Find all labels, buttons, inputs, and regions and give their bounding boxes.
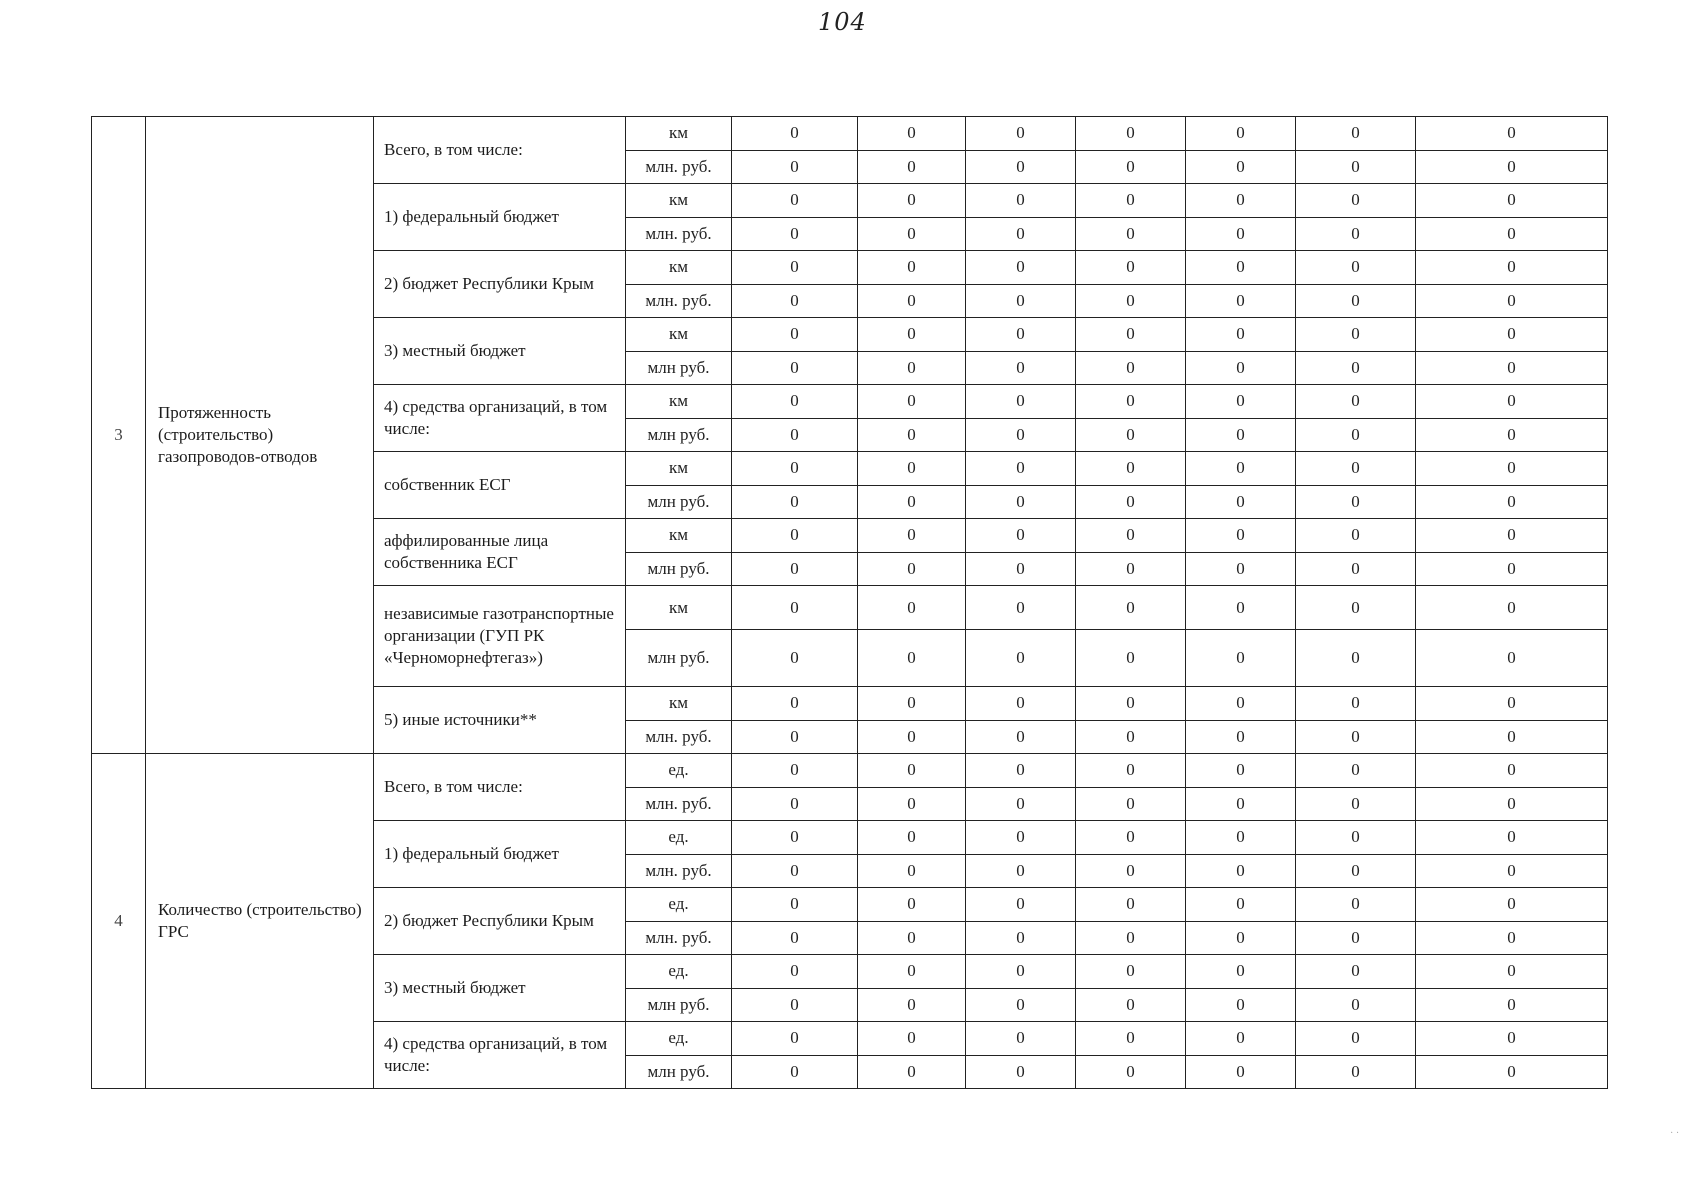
unit-cell: км [626, 318, 732, 352]
value-cell: 0 [858, 1022, 966, 1056]
value-cell: 0 [732, 1022, 858, 1056]
value-cell: 0 [1186, 586, 1296, 630]
value-cell: 0 [1186, 150, 1296, 184]
value-cell: 0 [858, 988, 966, 1022]
value-cell: 0 [858, 720, 966, 754]
value-cell: 0 [858, 318, 966, 352]
value-cell: 0 [966, 720, 1076, 754]
value-cell: 0 [1416, 251, 1608, 285]
indicator-name: Протяженность (строительство) газопроводов-отводов [146, 117, 374, 754]
value-cell: 0 [1186, 351, 1296, 385]
value-cell: 0 [1076, 184, 1186, 218]
unit-cell: млн. руб. [626, 720, 732, 754]
unit-cell: ед. [626, 1022, 732, 1056]
value-cell: 0 [858, 485, 966, 519]
value-cell: 0 [1186, 1055, 1296, 1089]
value-cell: 0 [1076, 284, 1186, 318]
value-cell: 0 [1186, 217, 1296, 251]
value-cell: 0 [1296, 117, 1416, 151]
unit-cell: км [626, 687, 732, 721]
unit-cell: ед. [626, 754, 732, 788]
value-cell: 0 [966, 519, 1076, 553]
value-cell: 0 [966, 787, 1076, 821]
value-cell: 0 [1296, 519, 1416, 553]
value-cell: 0 [1076, 217, 1186, 251]
unit-cell: млн. руб. [626, 921, 732, 955]
value-cell: 0 [858, 687, 966, 721]
unit-cell: млн руб. [626, 351, 732, 385]
value-cell: 0 [858, 854, 966, 888]
value-cell: 0 [1296, 1022, 1416, 1056]
unit-cell: млн. руб. [626, 284, 732, 318]
value-cell: 0 [1076, 687, 1186, 721]
unit-cell: км [626, 251, 732, 285]
funding-source: собственник ЕСГ [374, 452, 626, 519]
value-cell: 0 [732, 552, 858, 586]
value-cell: 0 [1296, 251, 1416, 285]
value-cell: 0 [732, 630, 858, 687]
value-cell: 0 [1186, 955, 1296, 989]
value-cell: 0 [732, 988, 858, 1022]
value-cell: 0 [1186, 418, 1296, 452]
value-cell: 0 [966, 988, 1076, 1022]
value-cell: 0 [732, 318, 858, 352]
funding-source: аффилированные лица собственника ЕСГ [374, 519, 626, 586]
value-cell: 0 [966, 318, 1076, 352]
value-cell: 0 [1186, 921, 1296, 955]
funding-source: Всего, в том числе: [374, 117, 626, 184]
value-cell: 0 [1076, 452, 1186, 486]
value-cell: 0 [1076, 630, 1186, 687]
value-cell: 0 [858, 251, 966, 285]
value-cell: 0 [1076, 485, 1186, 519]
unit-cell: ед. [626, 955, 732, 989]
value-cell: 0 [858, 217, 966, 251]
value-cell: 0 [966, 921, 1076, 955]
value-cell: 0 [1076, 150, 1186, 184]
value-cell: 0 [732, 586, 858, 630]
value-cell: 0 [966, 150, 1076, 184]
value-cell: 0 [1186, 251, 1296, 285]
value-cell: 0 [858, 351, 966, 385]
value-cell: 0 [1416, 150, 1608, 184]
value-cell: 0 [858, 1055, 966, 1089]
value-cell: 0 [1416, 217, 1608, 251]
value-cell: 0 [732, 720, 858, 754]
value-cell: 0 [1416, 988, 1608, 1022]
value-cell: 0 [1076, 251, 1186, 285]
funding-source: 2) бюджет Республики Крым [374, 251, 626, 318]
value-cell: 0 [1076, 854, 1186, 888]
value-cell: 0 [1296, 955, 1416, 989]
value-cell: 0 [858, 284, 966, 318]
value-cell: 0 [858, 586, 966, 630]
value-cell: 0 [966, 217, 1076, 251]
indicator-name: Количество (строительство) ГРС [146, 754, 374, 1089]
value-cell: 0 [1186, 787, 1296, 821]
value-cell: 0 [732, 351, 858, 385]
value-cell: 0 [1416, 418, 1608, 452]
unit-cell: млн. руб. [626, 787, 732, 821]
value-cell: 0 [1076, 821, 1186, 855]
value-cell: 0 [1076, 552, 1186, 586]
unit-cell: млн руб. [626, 552, 732, 586]
value-cell: 0 [732, 117, 858, 151]
value-cell: 0 [858, 787, 966, 821]
value-cell: 0 [858, 385, 966, 419]
value-cell: 0 [858, 552, 966, 586]
value-cell: 0 [1076, 921, 1186, 955]
value-cell: 0 [732, 251, 858, 285]
value-cell: 0 [858, 630, 966, 687]
value-cell: 0 [1416, 687, 1608, 721]
value-cell: 0 [1296, 821, 1416, 855]
value-cell: 0 [732, 921, 858, 955]
value-cell: 0 [966, 284, 1076, 318]
value-cell: 0 [1186, 485, 1296, 519]
value-cell: 0 [1416, 485, 1608, 519]
value-cell: 0 [1076, 586, 1186, 630]
funding-source: 4) средства организаций, в том числе: [374, 1022, 626, 1089]
value-cell: 0 [1296, 854, 1416, 888]
funding-source: 4) средства организаций, в том числе: [374, 385, 626, 452]
value-cell: 0 [1416, 117, 1608, 151]
value-cell: 0 [1186, 988, 1296, 1022]
value-cell: 0 [732, 150, 858, 184]
unit-cell: млн руб. [626, 630, 732, 687]
value-cell: 0 [1296, 351, 1416, 385]
value-cell: 0 [1416, 888, 1608, 922]
value-cell: 0 [858, 184, 966, 218]
value-cell: 0 [732, 217, 858, 251]
value-cell: 0 [1416, 921, 1608, 955]
value-cell: 0 [858, 452, 966, 486]
value-cell: 0 [1076, 888, 1186, 922]
value-cell: 0 [1416, 955, 1608, 989]
value-cell: 0 [1296, 418, 1416, 452]
value-cell: 0 [1076, 385, 1186, 419]
unit-cell: млн. руб. [626, 150, 732, 184]
value-cell: 0 [732, 821, 858, 855]
value-cell: 0 [1186, 754, 1296, 788]
value-cell: 0 [966, 485, 1076, 519]
value-cell: 0 [1416, 552, 1608, 586]
value-cell: 0 [732, 854, 858, 888]
value-cell: 0 [1416, 351, 1608, 385]
value-cell: 0 [858, 519, 966, 553]
value-cell: 0 [1296, 284, 1416, 318]
value-cell: 0 [1416, 787, 1608, 821]
value-cell: 0 [1076, 955, 1186, 989]
value-cell: 0 [732, 888, 858, 922]
value-cell: 0 [858, 821, 966, 855]
value-cell: 0 [1186, 284, 1296, 318]
value-cell: 0 [1296, 452, 1416, 486]
investment-table [91, 116, 1608, 1089]
value-cell: 0 [1076, 318, 1186, 352]
funding-source: независимые газотранспортные организации (ГУП РК «Черноморнефтегаз») [374, 586, 626, 687]
value-cell: 0 [1186, 1022, 1296, 1056]
value-cell: 0 [1416, 854, 1608, 888]
value-cell: 0 [1186, 452, 1296, 486]
value-cell: 0 [1076, 519, 1186, 553]
value-cell: 0 [966, 630, 1076, 687]
value-cell: 0 [1296, 630, 1416, 687]
value-cell: 0 [858, 754, 966, 788]
value-cell: 0 [732, 787, 858, 821]
value-cell: 0 [1296, 754, 1416, 788]
value-cell: 0 [1296, 318, 1416, 352]
value-cell: 0 [966, 955, 1076, 989]
unit-cell: млн руб. [626, 988, 732, 1022]
unit-cell: км [626, 452, 732, 486]
value-cell: 0 [1296, 385, 1416, 419]
value-cell: 0 [732, 687, 858, 721]
value-cell: 0 [1416, 385, 1608, 419]
value-cell: 0 [1416, 284, 1608, 318]
value-cell: 0 [1186, 318, 1296, 352]
value-cell: 0 [966, 1022, 1076, 1056]
value-cell: 0 [1296, 217, 1416, 251]
value-cell: 0 [1296, 1055, 1416, 1089]
unit-cell: млн. руб. [626, 854, 732, 888]
value-cell: 0 [1186, 519, 1296, 553]
value-cell: 0 [1296, 988, 1416, 1022]
page-number: 104 [818, 8, 867, 36]
value-cell: 0 [966, 1055, 1076, 1089]
value-cell: 0 [1296, 921, 1416, 955]
unit-cell: ед. [626, 888, 732, 922]
unit-cell: км [626, 519, 732, 553]
value-cell: 0 [1076, 754, 1186, 788]
table-row [92, 754, 1608, 788]
value-cell: 0 [1416, 586, 1608, 630]
value-cell: 0 [1416, 1022, 1608, 1056]
value-cell: 0 [966, 854, 1076, 888]
value-cell: 0 [858, 418, 966, 452]
value-cell: 0 [1186, 385, 1296, 419]
value-cell: 0 [1186, 184, 1296, 218]
value-cell: 0 [732, 1055, 858, 1089]
value-cell: 0 [732, 452, 858, 486]
value-cell: 0 [1186, 720, 1296, 754]
value-cell: 0 [1186, 630, 1296, 687]
unit-cell: млн руб. [626, 418, 732, 452]
value-cell: 0 [858, 888, 966, 922]
value-cell: 0 [1416, 318, 1608, 352]
value-cell: 0 [1076, 1022, 1186, 1056]
funding-source: 5) иные источники** [374, 687, 626, 754]
value-cell: 0 [966, 184, 1076, 218]
value-cell: 0 [732, 485, 858, 519]
unit-cell: млн. руб. [626, 217, 732, 251]
value-cell: 0 [966, 754, 1076, 788]
value-cell: 0 [1076, 117, 1186, 151]
value-cell: 0 [1296, 552, 1416, 586]
table-body [92, 117, 1608, 1089]
value-cell: 0 [1416, 184, 1608, 218]
value-cell: 0 [1296, 888, 1416, 922]
value-cell: 0 [1416, 754, 1608, 788]
value-cell: 0 [732, 754, 858, 788]
value-cell: 0 [732, 418, 858, 452]
value-cell: 0 [966, 117, 1076, 151]
value-cell: 0 [1416, 519, 1608, 553]
value-cell: 0 [1186, 117, 1296, 151]
value-cell: 0 [1416, 821, 1608, 855]
value-cell: 0 [1076, 720, 1186, 754]
value-cell: 0 [966, 251, 1076, 285]
unit-cell: км [626, 184, 732, 218]
value-cell: 0 [858, 117, 966, 151]
funding-source: 1) федеральный бюджет [374, 184, 626, 251]
unit-cell: млн руб. [626, 1055, 732, 1089]
value-cell: 0 [966, 687, 1076, 721]
value-cell: 0 [1416, 452, 1608, 486]
value-cell: 0 [1186, 687, 1296, 721]
value-cell: 0 [966, 888, 1076, 922]
value-cell: 0 [732, 184, 858, 218]
value-cell: 0 [1186, 854, 1296, 888]
value-cell: 0 [1296, 720, 1416, 754]
value-cell: 0 [1296, 150, 1416, 184]
funding-source: 3) местный бюджет [374, 318, 626, 385]
value-cell: 0 [966, 821, 1076, 855]
table-row [92, 117, 1608, 151]
value-cell: 0 [1076, 787, 1186, 821]
value-cell: 0 [966, 418, 1076, 452]
funding-source: Всего, в том числе: [374, 754, 626, 821]
value-cell: 0 [1416, 630, 1608, 687]
value-cell: 0 [732, 955, 858, 989]
value-cell: 0 [1416, 720, 1608, 754]
value-cell: 0 [1296, 787, 1416, 821]
value-cell: 0 [1186, 888, 1296, 922]
value-cell: 0 [1296, 687, 1416, 721]
value-cell: 0 [1296, 485, 1416, 519]
value-cell: 0 [1416, 1055, 1608, 1089]
value-cell: 0 [1076, 418, 1186, 452]
value-cell: 0 [858, 955, 966, 989]
unit-cell: ед. [626, 821, 732, 855]
funding-source: 3) местный бюджет [374, 955, 626, 1022]
row-number: 4 [92, 754, 146, 1089]
unit-cell: км [626, 586, 732, 630]
value-cell: 0 [1186, 821, 1296, 855]
value-cell: 0 [1296, 184, 1416, 218]
value-cell: 0 [1186, 552, 1296, 586]
funding-source: 2) бюджет Республики Крым [374, 888, 626, 955]
margin-mark: · · [1670, 1128, 1680, 1139]
value-cell: 0 [1076, 351, 1186, 385]
value-cell: 0 [1076, 988, 1186, 1022]
row-number: 3 [92, 117, 146, 754]
value-cell: 0 [858, 150, 966, 184]
value-cell: 0 [732, 519, 858, 553]
value-cell: 0 [858, 921, 966, 955]
value-cell: 0 [966, 385, 1076, 419]
funding-source: 1) федеральный бюджет [374, 821, 626, 888]
value-cell: 0 [732, 385, 858, 419]
unit-cell: млн руб. [626, 485, 732, 519]
value-cell: 0 [966, 586, 1076, 630]
unit-cell: км [626, 385, 732, 419]
value-cell: 0 [966, 552, 1076, 586]
value-cell: 0 [966, 452, 1076, 486]
unit-cell: км [626, 117, 732, 151]
value-cell: 0 [1076, 1055, 1186, 1089]
value-cell: 0 [1296, 586, 1416, 630]
value-cell: 0 [732, 284, 858, 318]
value-cell: 0 [966, 351, 1076, 385]
